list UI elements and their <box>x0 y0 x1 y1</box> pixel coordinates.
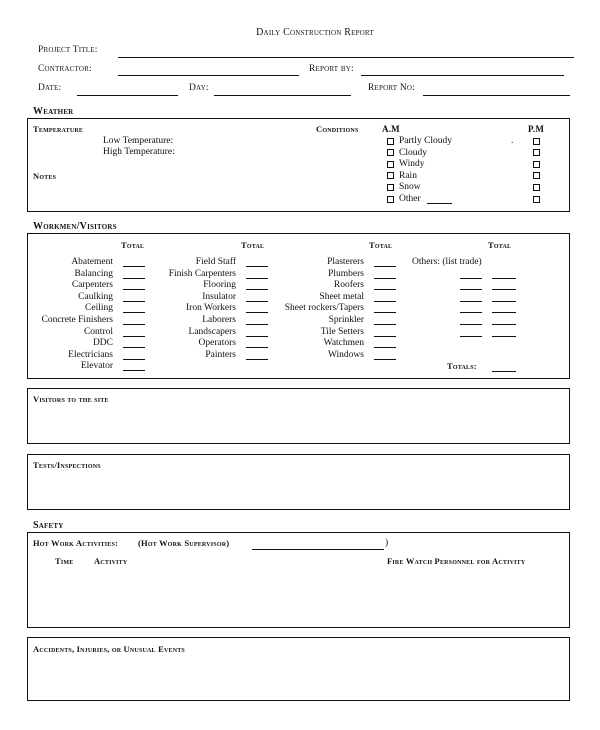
hot-work-label: Hot Work Activities: <box>33 538 119 548</box>
pm-checkbox[interactable] <box>533 172 540 179</box>
temperature-label: Temperature <box>33 124 84 134</box>
project-title-label: Project Title: <box>38 45 98 55</box>
report-no-label: Report No: <box>368 83 416 93</box>
other-trade-field[interactable] <box>460 336 482 337</box>
other-trade-total-field[interactable] <box>492 312 516 313</box>
totals-field[interactable] <box>492 371 516 372</box>
trade-label: Ceiling <box>85 303 113 314</box>
trade-label: Plasterers <box>327 257 364 267</box>
trade-total-field[interactable] <box>123 289 145 290</box>
trade-total-field[interactable] <box>246 278 268 279</box>
condition-label: Cloudy <box>399 147 427 158</box>
total-col1: Total <box>121 240 145 250</box>
contractor-field[interactable] <box>118 75 299 76</box>
condition-label: Partly Cloudy <box>399 136 453 146</box>
trade-total-field[interactable] <box>374 289 396 290</box>
am-label: A.M <box>382 124 400 134</box>
trade-total-field[interactable] <box>374 359 396 360</box>
trade-label: DDC <box>92 338 113 349</box>
pm-checkbox[interactable] <box>533 196 540 203</box>
notes-label: Notes <box>33 171 57 181</box>
hot-work-close-paren: ) <box>385 538 389 548</box>
other-trade-total-field[interactable] <box>492 278 516 279</box>
trade-total-field[interactable] <box>374 347 396 348</box>
trade-label: Field Staff <box>195 257 236 267</box>
trade-total-field[interactable] <box>123 324 145 325</box>
pm-separator: . <box>511 136 514 146</box>
trade-total-field[interactable] <box>246 289 268 290</box>
am-checkbox[interactable] <box>387 161 394 168</box>
total-col2: Total <box>241 240 265 250</box>
trade-label: Landscapers <box>188 326 236 337</box>
trade-total-field[interactable] <box>123 347 145 348</box>
trade-label: Sheet rockers/Tapers <box>284 303 364 314</box>
trade-label: Sprinkler <box>328 315 364 325</box>
trade-label: Concrete Finishers <box>41 315 113 325</box>
trade-label: Finish Carpenters <box>168 268 236 279</box>
tests-box[interactable] <box>27 454 570 510</box>
trade-total-field[interactable] <box>123 336 145 337</box>
visitors-label: Visitors to the site <box>33 394 109 404</box>
report-by-label: Report by: <box>309 64 354 74</box>
others-label: Others: (list trade) <box>412 257 482 267</box>
trade-label: Sheet metal <box>319 291 364 302</box>
condition-label: Windy <box>399 159 425 170</box>
pm-checkbox[interactable] <box>533 161 540 168</box>
date-field[interactable] <box>77 95 178 96</box>
trade-total-field[interactable] <box>374 324 396 325</box>
other-trade-total-field[interactable] <box>492 301 516 302</box>
day-label: Day: <box>189 83 209 93</box>
trade-total-field[interactable] <box>374 301 396 302</box>
trade-total-field[interactable] <box>246 336 268 337</box>
weather-heading: Weather <box>33 106 74 117</box>
conditions-label: Conditions <box>316 124 359 134</box>
high-temp-label: High Temperature: <box>103 147 175 157</box>
trade-label: Abatement <box>71 257 113 267</box>
other-trade-total-field[interactable] <box>492 336 516 337</box>
other-trade-field[interactable] <box>460 312 482 313</box>
trade-label: Insulator <box>202 291 236 302</box>
pm-checkbox[interactable] <box>533 138 540 145</box>
other-condition-field[interactable] <box>427 203 452 204</box>
safety-heading: Safety <box>33 520 64 531</box>
pm-checkbox[interactable] <box>533 184 540 191</box>
trade-total-field[interactable] <box>123 301 145 302</box>
trade-label: Watchmen <box>323 338 364 349</box>
trade-total-field[interactable] <box>123 278 145 279</box>
pm-checkbox[interactable] <box>533 149 540 156</box>
report-no-field[interactable] <box>423 95 570 96</box>
report-by-field[interactable] <box>361 75 564 76</box>
trade-total-field[interactable] <box>246 312 268 313</box>
trade-label: Caulking <box>78 291 113 302</box>
trade-total-field[interactable] <box>123 359 145 360</box>
trade-total-field[interactable] <box>123 370 145 371</box>
hot-work-supervisor-label: (Hot Work Supervisor) <box>138 538 230 548</box>
trade-label: Operators <box>198 338 236 349</box>
trade-total-field[interactable] <box>374 312 396 313</box>
condition-label: Rain <box>399 170 417 181</box>
tests-label: Tests/Inspections <box>33 460 101 470</box>
low-temp-label: Low Temperature: <box>103 136 174 146</box>
trade-label: Electricians <box>68 349 113 360</box>
project-title-field[interactable] <box>118 57 574 58</box>
am-checkbox[interactable] <box>387 149 394 156</box>
trade-label: Balancing <box>74 268 113 279</box>
trade-label: Painters <box>205 349 236 360</box>
date-label: Date: <box>38 83 62 93</box>
weather-box <box>27 118 570 212</box>
workmen-heading: Workmen/Visitors <box>33 221 117 232</box>
other-trade-field[interactable] <box>460 301 482 302</box>
other-trade-total-field[interactable] <box>492 324 516 325</box>
fire-watch-header: Fire Watch Personnel for Activity <box>387 556 526 566</box>
report-title: Daily Construction Report <box>256 27 374 38</box>
trade-total-field[interactable] <box>246 359 268 360</box>
day-field[interactable] <box>214 95 351 96</box>
trade-label: Roofers <box>333 280 364 291</box>
trade-total-field[interactable] <box>374 278 396 279</box>
trade-label: Elevator <box>80 361 113 372</box>
trade-label: Flooring <box>203 280 236 291</box>
trade-label: Iron Workers <box>186 303 236 314</box>
am-checkbox[interactable] <box>387 138 394 145</box>
trade-total-field[interactable] <box>246 324 268 325</box>
totals-label: Totals: <box>447 361 477 371</box>
am-checkbox[interactable] <box>387 196 394 203</box>
trade-label: Windows <box>327 349 364 360</box>
trade-total-field[interactable] <box>374 266 396 267</box>
trade-total-field[interactable] <box>123 312 145 313</box>
trade-label: Plumbers <box>328 268 364 279</box>
trade-total-field[interactable] <box>246 266 268 267</box>
trade-label: Control <box>83 326 113 337</box>
am-checkbox[interactable] <box>387 172 394 179</box>
other-trade-field[interactable] <box>460 289 482 290</box>
pm-label: P.M <box>528 124 545 134</box>
total-col4: Total <box>488 240 512 250</box>
other-trade-total-field[interactable] <box>492 289 516 290</box>
am-checkbox[interactable] <box>387 184 394 191</box>
contractor-label: Contractor: <box>38 64 92 74</box>
accidents-label: Accidents, Injuries, or Unusual Events <box>33 644 185 654</box>
trade-label: Carpenters <box>71 280 113 291</box>
activity-header: Activity <box>94 556 128 566</box>
hot-work-supervisor-field[interactable] <box>252 549 384 550</box>
condition-label: Other <box>399 194 421 204</box>
trade-label: Laborers <box>202 315 236 325</box>
trade-total-field[interactable] <box>123 266 145 267</box>
other-trade-field[interactable] <box>460 324 482 325</box>
condition-label: Snow <box>399 182 421 193</box>
total-col3: Total <box>369 240 393 250</box>
trade-total-field[interactable] <box>246 301 268 302</box>
trade-label: Tile Setters <box>320 326 364 337</box>
other-trade-field[interactable] <box>460 278 482 279</box>
time-header: Time <box>55 556 74 566</box>
trade-total-field[interactable] <box>374 336 396 337</box>
trade-total-field[interactable] <box>246 347 268 348</box>
